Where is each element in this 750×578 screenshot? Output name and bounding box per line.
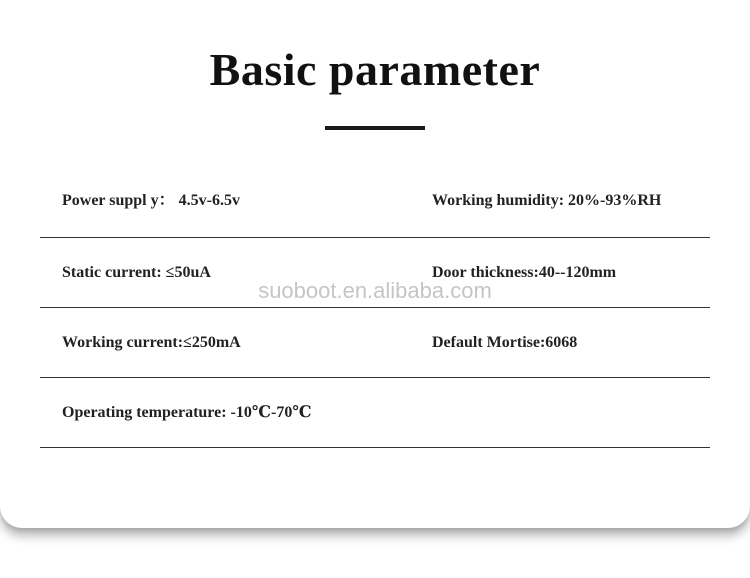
watermark: suoboot.en.alibaba.com — [258, 278, 492, 303]
parameter-working-humidity: Working humidity: 20%-93%RH — [432, 192, 662, 209]
parameter-default-mortise: Default Mortise:6068 — [432, 334, 578, 351]
parameter-static-current: Static current: ≤50uA — [62, 264, 211, 281]
row-divider — [40, 447, 710, 448]
parameter-working-current: Working current:≤250mA — [62, 334, 241, 351]
parameter-door-thickness: Door thickness:40--120mm — [432, 264, 617, 281]
parameter-row — [40, 378, 710, 448]
parameter-row — [40, 308, 710, 378]
page-title: Basic parameter — [209, 44, 541, 95]
parameter-table — [40, 168, 710, 448]
parameter-operating-temperature: Operating temperature: -10℃-70℃ — [62, 404, 312, 421]
title-underline — [325, 126, 425, 130]
parameter-row — [40, 238, 710, 308]
parameter-row — [40, 168, 710, 238]
parameter-power-supply: Power suppl y： 4.5v-6.5v — [62, 192, 240, 209]
